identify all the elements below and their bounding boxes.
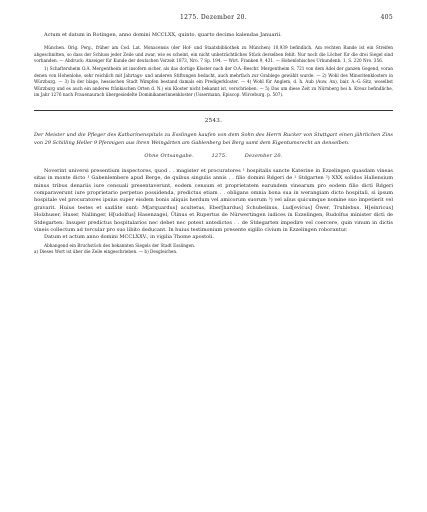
document-closing: Datum et actum anno domini MCCLXXV., in vigilia Thome apostoli. (44, 234, 214, 241)
actum-datum-line: Actum et datum in Rotingen, anno domini MCCLXX, quinto, quarto decimo kalendas Januarii. (44, 32, 282, 38)
place-label: Ohne Ortsangabe. (144, 152, 194, 159)
section-divider (34, 110, 393, 111)
document-main-text: Noverint universi presentium inspectores, quod . . magister et procuratores ¹ hospitalis sancte Katerine in Ezzelingen quasdam vineas sitas in monte dicto ¹ Gabenlembere apud Berge, de quibus singulis annis . . filio domini Rdgeri de ¹ Stdgarten ²) XXX solidos Hallensium minus tribus denariis iure censuali presentaverunt, eodem censum et proprietatem earundem vinearum pro eodem filio dicti Rdgeri comparaverunt iure proprietario perpetuo possidenda, predictus etiam . . obligans omnia bona sua in werangiam dicto hospitali, si ipsum hospitale vel procuratores ipsius super eisdem bonis aliquis herdum vel amicorum suorum ³) vel alius quicumque nomine suo impetierit vel gravarit. Huius testes et sazlâte sunt: M[arquardus] acultetus, Eber[hardus] Schubelinus, Lud[evicus] Öwer, Truhlebus, H[einricus] Holzhuser, Huser, Nallinger, H[udolfus] Hasenzagel, Ülinus et Rupertus de Nürwertingen iudices in Ezzelingen, Rudolfus minister dicti de Stdegarten. Insuper predictus hospitalarios nec debet nec potest antedictos . . de Stdegarten impedire vel coercere, quin vinum in dictis vineis collectum ad torcular pro suo libito deducant. In huius testimonium presente sigillo civium in Ezzelingen roborantur. (34, 167, 393, 233)
document-regest: Der Meister und die Pfleger des Katharinenspitals zu Esslingen kaufen von dem Sohn des Herrn Rucker von Stuttgart einen jährlichen Zins von 29 Schilling Heller 9 Pfennigen aus ihren Weingärten am Gablenberg bei Berg samt dem Eigentumsrecht an denselben. (34, 132, 393, 146)
footnote-block: 1) Schaftersheim O.A. Mergentheim ist insofern sicher, als das dortige Kloster nach der O.A.-Beschr. Mergentheim S. 721 von dem Adel der ganzen Gegend, voran denen von Hohenlohe, sehr reichlich mit Jahrtags- und anderen Stiftungen bedacht, auch mehrfach zur Grablege gewählt wurde. — 2) Wohl des Minoritenklosters in Würzburg. — 3) In der blage, hessischen Stadt Wimpfen bestand damals ein Predigerkloster. — 4) Wohl für Anglem, d. h. Aub (Auw, An), bair. A.-G.-Sitz, woselbst Würzburg und es auch ein anderes fränkischen Orten d. N.) ein Kloster nicht bekannt ist, verschrieben. — 5) Das um diese Zeit zu Nürnberg bei h. Kreuz befindliche, im Jahr 1276 nach Frauenaurach übergesiedelte Dominikanerinnenkloster (Ussermann, Episcop. Wirceburg. p. 507). (34, 66, 393, 97)
page-number: 405 (380, 14, 393, 21)
source-note: München. Orig. Perg., früher am Cod. Lat. Monacensis (der Hof- und Staatsbibliothek zu München) 10,939 befindlich. Am rechten Rande ist ein Streifen abgeschnitten, so dass der Schluss jeder Zeile und zwar, wie es scheint, ein nicht unbeträchtliches Stück derselben fehlt. Nur noch die Löcher für die drei Siegel sind vorhanden. — Abdruck: Anzeiger für Kunde der deutschen Vorzeit 1873, Nro. 7 Sp. 194. — Wirt. Franken 9, 431. — Hohenlohisches Urkundenb. 1, S. 220 Nro. 356. (34, 45, 393, 63)
running-head (34, 14, 393, 21)
source-notes (34, 45, 393, 98)
place-date-line (34, 153, 393, 159)
document-footnotes (34, 243, 393, 256)
text-footnote: a) Dieses Wort ist über die Zeile eingeschrieben. — b) Desgleichen. (34, 249, 178, 255)
document-number: 2543. (204, 118, 223, 125)
place-year: 1275. (211, 152, 227, 159)
place-date: Dezember 20. (244, 152, 283, 159)
seal-note: Abhangend ein Bruchstück des bekannten Siegels der Stadt Esslingen. (44, 242, 196, 248)
running-head-date: 1275. Dezember 20. (180, 14, 247, 21)
